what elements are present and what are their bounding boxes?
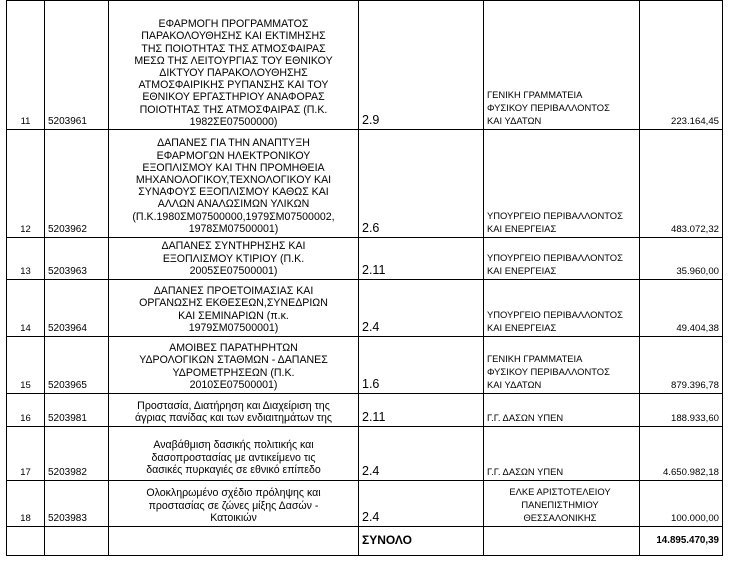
budget-code: 5203981 xyxy=(45,394,109,427)
budget-table xyxy=(6,0,723,556)
responsible-body: ΥΠΟΥΡΓΕΙΟ ΠΕΡΙΒΑΛΛΟΝΤΟΣ ΚΑΙ ΕΝΕΡΓΕΙΑΣ xyxy=(484,238,640,280)
responsible-body: ΥΠΟΥΡΓΕΙΟ ΠΕΡΙΒΑΛΛΟΝΤΟΣ ΚΑΙ ΕΝΕΡΓΕΙΑΣ xyxy=(484,280,640,337)
table-row xyxy=(7,280,723,337)
row-description: Ολοκληρωμένο σχέδιο πρόληψης και προστασίας σε ζώνες μίξης Δασών - Κατοικιών xyxy=(109,481,359,527)
table-row xyxy=(7,427,723,481)
row-number: 12 xyxy=(7,130,45,238)
row-number: 17 xyxy=(7,427,45,481)
row-number: 14 xyxy=(7,280,45,337)
row-description: ΔΑΠΑΝΕΣ ΠΡΟΕΤΟΙΜΑΣΙΑΣ ΚΑΙ ΟΡΓΑΝΩΣΗΣ ΕΚΘΕΣΕΩΝ,ΣΥΝΕΔΡΙΩΝ ΚΑΙ ΣΕΜΙΝΑΡΙΩΝ (π.κ. 1979ΣΜ07500001) xyxy=(109,280,359,337)
row-amount: 4.650.982,18 xyxy=(640,427,723,481)
budget-code: 5203983 xyxy=(45,481,109,527)
row-number: 15 xyxy=(7,337,45,394)
budget-code: 5203964 xyxy=(45,280,109,337)
row-number: 11 xyxy=(7,1,45,130)
row-description: ΑΜΟΙΒΕΣ ΠΑΡΑΤΗΡΗΤΩΝ ΥΔΡΟΛΟΓΙΚΩΝ ΣΤΑΘΜΩΝ - ΔΑΠΑΝΕΣ ΥΔΡΟΜΕΤΡΗΣΕΩΝ (Π.Κ. 2010ΣΕ07500001) xyxy=(109,337,359,394)
responsible-body: Γ.Γ. ΔΑΣΩΝ ΥΠΕΝ xyxy=(484,427,640,481)
budget-code: 5203963 xyxy=(45,238,109,280)
empty-cell xyxy=(7,527,45,556)
row-description: Αναβάθμιση δασικής πολιτικής και δασοπροστασίας με αντικείμενο τις δασικές πυρκαγιές σε εθνικό επίπεδο xyxy=(109,427,359,481)
budget-code: 5203982 xyxy=(45,427,109,481)
row-amount: 483.072,32 xyxy=(640,130,723,238)
empty-cell xyxy=(484,527,640,556)
article-number: 1.6 xyxy=(359,337,484,394)
article-number: 2.4 xyxy=(359,280,484,337)
row-amount: 100.000,00 xyxy=(640,481,723,527)
budget-code: 5203965 xyxy=(45,337,109,394)
row-number: 13 xyxy=(7,238,45,280)
responsible-body: ΓΕΝΙΚΗ ΓΡΑΜΜΑΤΕΙΑ ΦΥΣΙΚΟΥ ΠΕΡΙΒΑΛΛΟΝΤΟΣ ΚΑΙ ΥΔΑΤΩΝ xyxy=(484,1,640,130)
row-amount: 879.396,78 xyxy=(640,337,723,394)
row-amount: 35.960,00 xyxy=(640,238,723,280)
total-amount: 14.895.470,39 xyxy=(640,527,723,556)
row-description: ΔΑΠΑΝΕΣ ΣΥΝΤΗΡΗΣΗΣ ΚΑΙ ΕΞΟΠΛΙΣΜΟΥ ΚΤΙΡΙΟΥ (Π.Κ. 2005ΣΕ07500001) xyxy=(109,238,359,280)
article-number: 2.6 xyxy=(359,130,484,238)
responsible-body: ΓΕΝΙΚΗ ΓΡΑΜΜΑΤΕΙΑ ΦΥΣΙΚΟΥ ΠΕΡΙΒΑΛΛΟΝΤΟΣ ΚΑΙ ΥΔΑΤΩΝ xyxy=(484,337,640,394)
article-number: 2.4 xyxy=(359,481,484,527)
empty-cell xyxy=(45,527,109,556)
article-number: 2.11 xyxy=(359,394,484,427)
responsible-body: Γ.Γ. ΔΑΣΩΝ ΥΠΕΝ xyxy=(484,394,640,427)
row-amount: 188.933,60 xyxy=(640,394,723,427)
table-row xyxy=(7,481,723,527)
row-number: 18 xyxy=(7,481,45,527)
empty-cell xyxy=(109,527,359,556)
row-amount: 223.164,45 xyxy=(640,1,723,130)
row-description: Προστασία, Διατήρηση και Διαχείριση της άγριας πανίδας και των ενδιαιτημάτων της xyxy=(109,394,359,427)
row-description: ΔΑΠΑΝΕΣ ΓΙΑ ΤΗΝ ΑΝΑΠΤΥΞΗ ΕΦΑΡΜΟΓΩΝ ΗΛΕΚΤΡΟΝΙΚΟΥ ΕΞΟΠΛΙΣΜΟΥ ΚΑΙ ΤΗΝ ΠΡΟΜΗΘΕΙΑ ΜΗΧΑΝΟΛΟΓΙΚΟΥ,ΤΕΧΝΟΛΟΓΙΚΟΥ ΚΑΙ ΣΥΝΑΦΟΥΣ ΕΞΟΠΛΙΣΜΟΥ ΚΑΘΩΣ ΚΑΙ ΑΛΛΩΝ ΑΝΑΛΩΣΙΜΩΝ ΥΛΙΚΩΝ (Π.Κ.1980ΣΜ07500000,1979ΣΜ07500002, 1978ΣΜ07500001) xyxy=(109,130,359,238)
table-row xyxy=(7,1,723,130)
total-label: ΣΥΝΟΛΟ xyxy=(359,527,484,556)
budget-code: 5203962 xyxy=(45,130,109,238)
article-number: 2.9 xyxy=(359,1,484,130)
table-row xyxy=(7,394,723,427)
responsible-body: ΕΛΚΕ ΑΡΙΣΤΟΤΕΛΕΙΟΥ ΠΑΝΕΠΙΣΤΗΜΙΟΥ ΘΕΣΣΑΛΟΝΙΚΗΣ xyxy=(484,481,640,527)
table-row xyxy=(7,130,723,238)
total-row xyxy=(7,527,723,556)
responsible-body: ΥΠΟΥΡΓΕΙΟ ΠΕΡΙΒΑΛΛΟΝΤΟΣ ΚΑΙ ΕΝΕΡΓΕΙΑΣ xyxy=(484,130,640,238)
row-description: ΕΦΑΡΜΟΓΗ ΠΡΟΓΡΑΜΜΑΤΟΣ ΠΑΡΑΚΟΛΟΥΘΗΣΗΣ ΚΑΙ ΕΚΤΙΜΗΣΗΣ ΤΗΣ ΠΟΙΟΤΗΤΑΣ ΤΗΣ ΑΤΜΟΣΦΑΙΡΑΣ ΜΕΣΩ ΤΗΣ ΛΕΙΤΟΥΡΓΙΑΣ ΤΟΥ ΕΘΝΙΚΟΥ ΔΙΚΤΥΟΥ ΠΑΡΑΚΟΛΟΥΘΗΣΗΣ ΑΤΜΟΣΦΑΙΡΙΚΗΣ ΡΥΠΑΝΣΗΣ ΚΑΙ ΤΟΥ ΕΘΝΙΚΟΥ ΕΡΓΑΣΤΗΡΙΟΥ ΑΝΑΦΟΡΑΣ ΠΟΙΟΤΗΤΑΣ ΤΗΣ ΑΤΜΟΣΦΑΙΡΑΣ (Π.Κ. 1982ΣΕ07500000) xyxy=(109,1,359,130)
article-number: 2.4 xyxy=(359,427,484,481)
table-row xyxy=(7,238,723,280)
budget-code: 5203961 xyxy=(45,1,109,130)
row-number: 16 xyxy=(7,394,45,427)
table-row xyxy=(7,337,723,394)
article-number: 2.11 xyxy=(359,238,484,280)
row-amount: 49.404,38 xyxy=(640,280,723,337)
